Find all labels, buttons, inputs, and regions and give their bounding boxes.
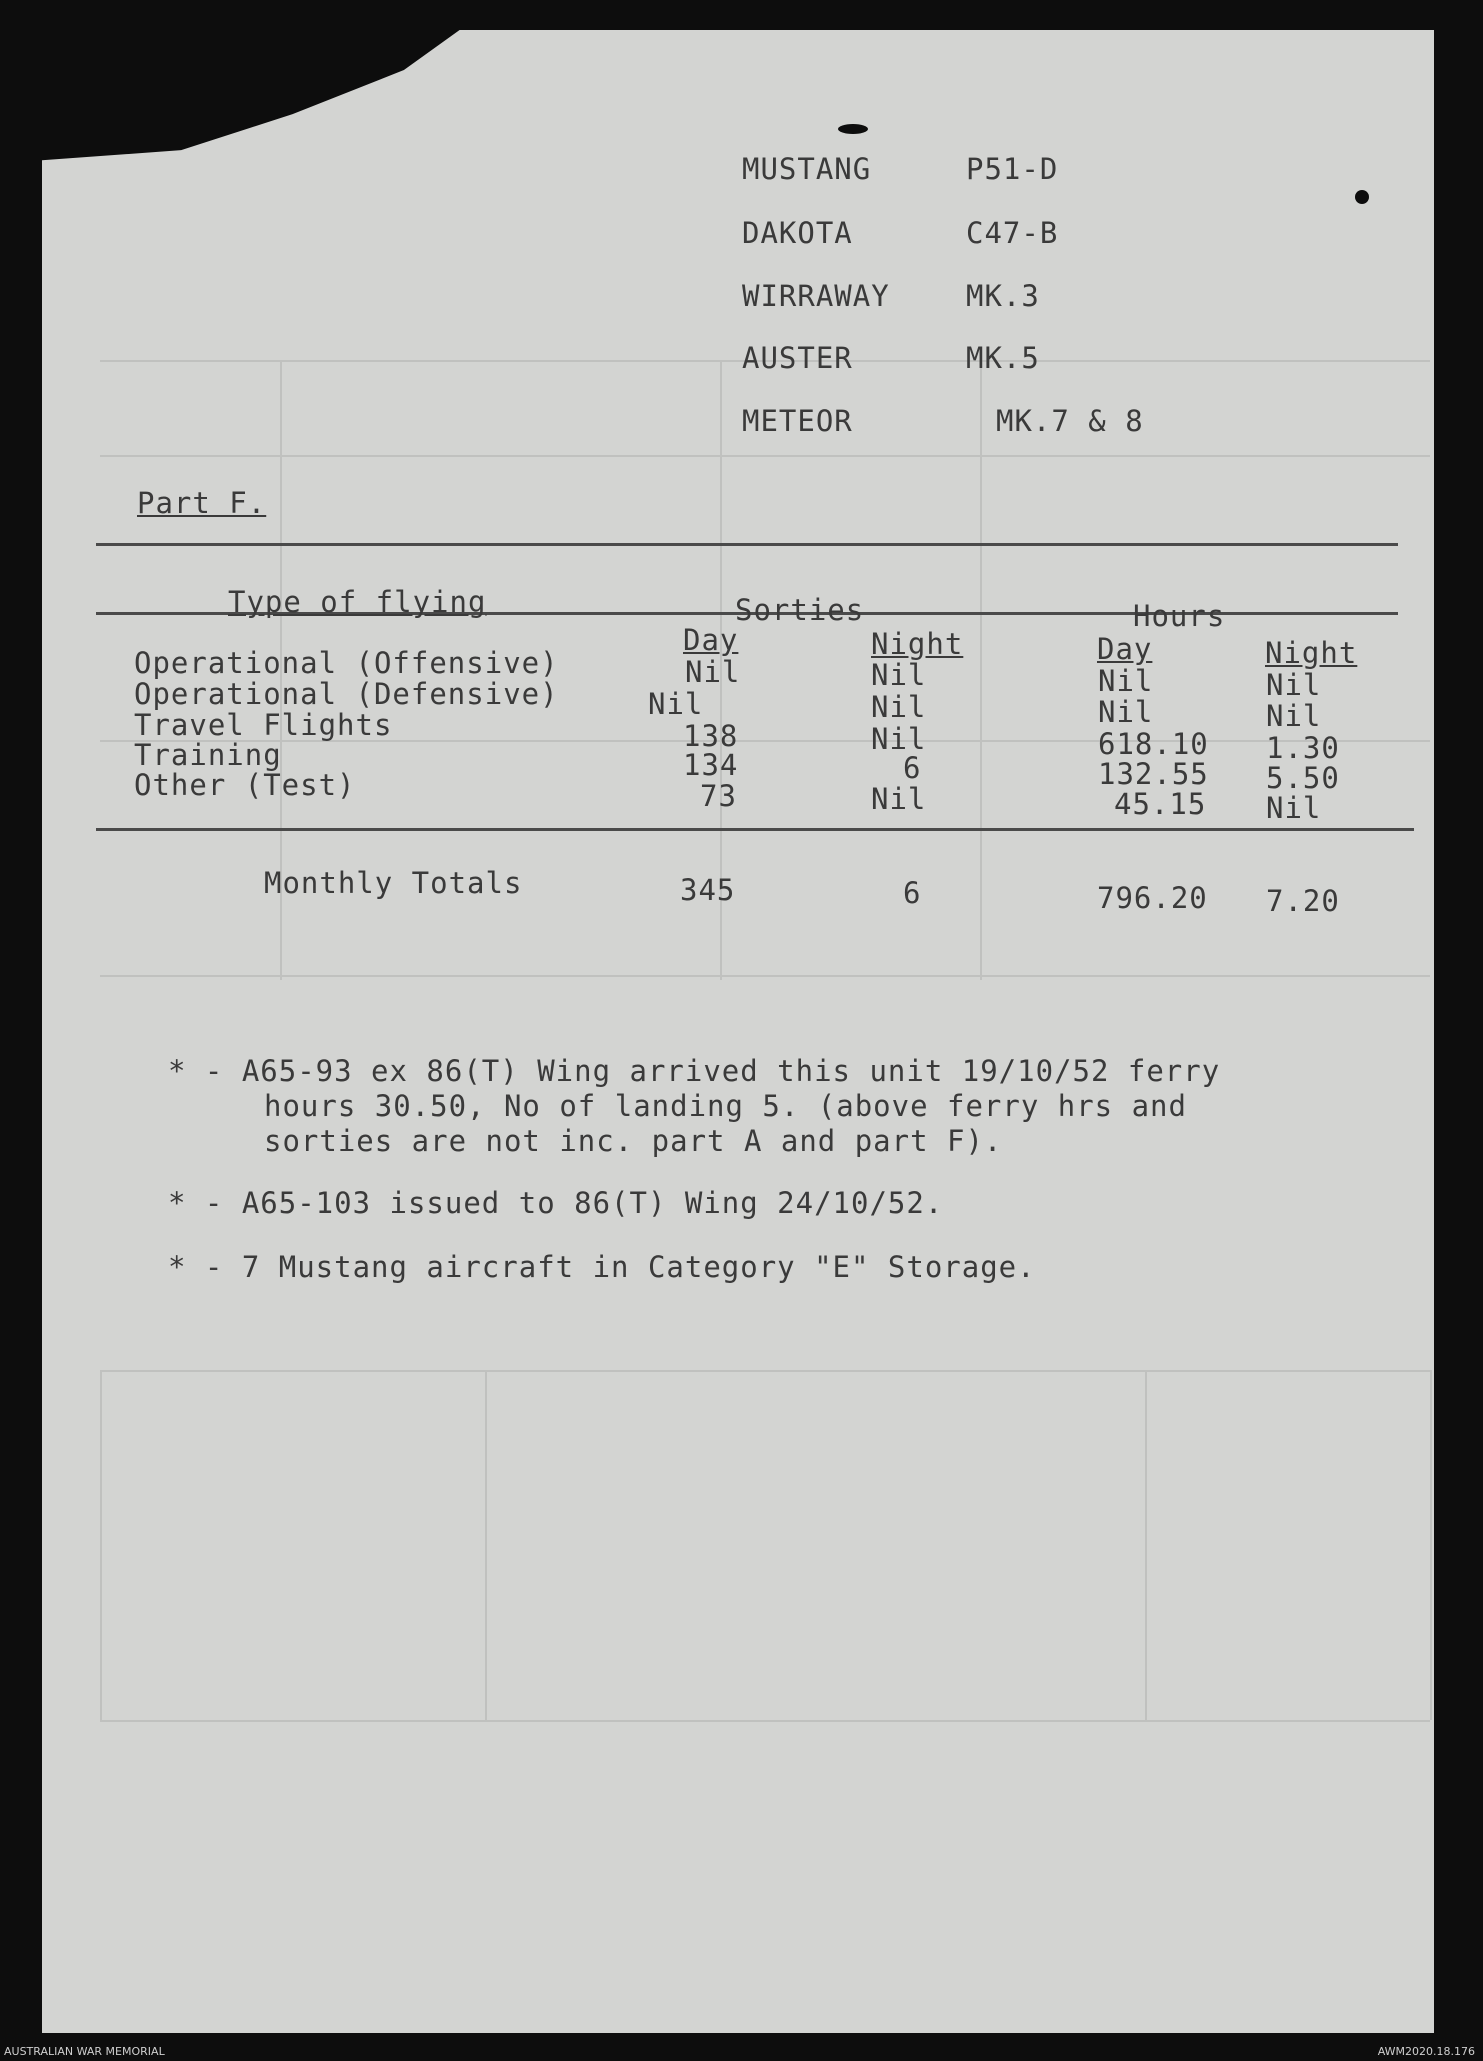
paper-tear-mark bbox=[838, 124, 868, 134]
divider-line bbox=[96, 543, 1398, 546]
hours-day-value: 132.55 bbox=[1098, 757, 1209, 791]
hours-night-value: 5.50 bbox=[1266, 761, 1340, 795]
note-line: * - A65-103 issued to 86(T) Wing 24/10/52. bbox=[168, 1186, 944, 1220]
sorties-day-value: 73 bbox=[700, 779, 737, 813]
sorties-night-header: Night bbox=[871, 627, 964, 661]
note-line: * - A65-93 ex 86(T) Wing arrived this unit 19/10/52 ferry bbox=[168, 1054, 1221, 1088]
flying-type: Other (Test) bbox=[134, 768, 356, 802]
totals-sorties-day: 345 bbox=[680, 873, 736, 907]
aircraft-mark: MK.5 bbox=[966, 341, 1040, 375]
hours-day-value: Nil bbox=[1098, 695, 1154, 729]
hours-night-value: Nil bbox=[1266, 668, 1322, 702]
aircraft-mark: P51-D bbox=[966, 152, 1059, 186]
note-line: * - 7 Mustang aircraft in Category "E" Storage. bbox=[168, 1250, 1036, 1284]
sorties-night-value: 6 bbox=[903, 751, 922, 785]
totals-hours-night: 7.20 bbox=[1266, 884, 1340, 918]
flying-type: Operational (Offensive) bbox=[134, 646, 559, 680]
paper-tear-mark bbox=[1355, 190, 1369, 204]
hours-day-value: 45.15 bbox=[1114, 787, 1207, 821]
sorties-night-value: Nil bbox=[871, 658, 927, 692]
hours-header: Hours bbox=[1133, 599, 1226, 633]
aircraft-name: WIRRAWAY bbox=[742, 279, 890, 313]
hours-night-value: Nil bbox=[1266, 699, 1322, 733]
hours-night-value: Nil bbox=[1266, 791, 1322, 825]
aircraft-mark: C47-B bbox=[966, 216, 1059, 250]
flying-type: Training bbox=[134, 738, 282, 772]
hours-night-header: Night bbox=[1265, 636, 1358, 670]
sorties-header: Sorties bbox=[735, 593, 865, 627]
sorties-night-value: Nil bbox=[871, 690, 927, 724]
flying-type: Travel Flights bbox=[134, 708, 393, 742]
hours-night-value: 1.30 bbox=[1266, 731, 1340, 765]
archive-reference: AWM2020.18.176 bbox=[1377, 2045, 1475, 2058]
aircraft-name: AUSTER bbox=[742, 341, 853, 375]
sorties-day-value: Nil bbox=[685, 655, 741, 689]
totals-hours-day: 796.20 bbox=[1097, 881, 1208, 915]
aircraft-mark: MK.7 & 8 bbox=[996, 404, 1144, 438]
hours-day-value: Nil bbox=[1098, 664, 1154, 698]
hours-day-value: 618.10 bbox=[1098, 727, 1209, 761]
totals-label: Monthly Totals bbox=[264, 866, 523, 900]
divider-line bbox=[96, 828, 1414, 831]
sorties-day-value: 134 bbox=[683, 748, 739, 782]
aircraft-name: DAKOTA bbox=[742, 216, 853, 250]
totals-sorties-night: 6 bbox=[903, 876, 922, 910]
aircraft-name: METEOR bbox=[742, 404, 853, 438]
sorties-night-value: Nil bbox=[871, 782, 927, 816]
flying-type: Operational (Defensive) bbox=[134, 677, 559, 711]
aircraft-name: MUSTANG bbox=[742, 152, 872, 186]
sorties-day-value: Nil bbox=[648, 687, 704, 721]
type-of-flying-header: Type of flying bbox=[228, 585, 487, 619]
part-label: Part F. bbox=[137, 486, 267, 520]
hours-day-header: Day bbox=[1097, 632, 1153, 666]
note-line: hours 30.50, No of landing 5. (above ferry hrs and bbox=[264, 1089, 1187, 1123]
sorties-night-value: Nil bbox=[871, 722, 927, 756]
document-page bbox=[42, 30, 1434, 2033]
note-line: sorties are not inc. part A and part F). bbox=[264, 1124, 1003, 1158]
aircraft-mark: MK.3 bbox=[966, 279, 1040, 313]
sorties-day-value: 138 bbox=[683, 719, 739, 753]
sorties-day-header: Day bbox=[683, 623, 739, 657]
archive-credit: AUSTRALIAN WAR MEMORIAL bbox=[4, 2045, 165, 2058]
